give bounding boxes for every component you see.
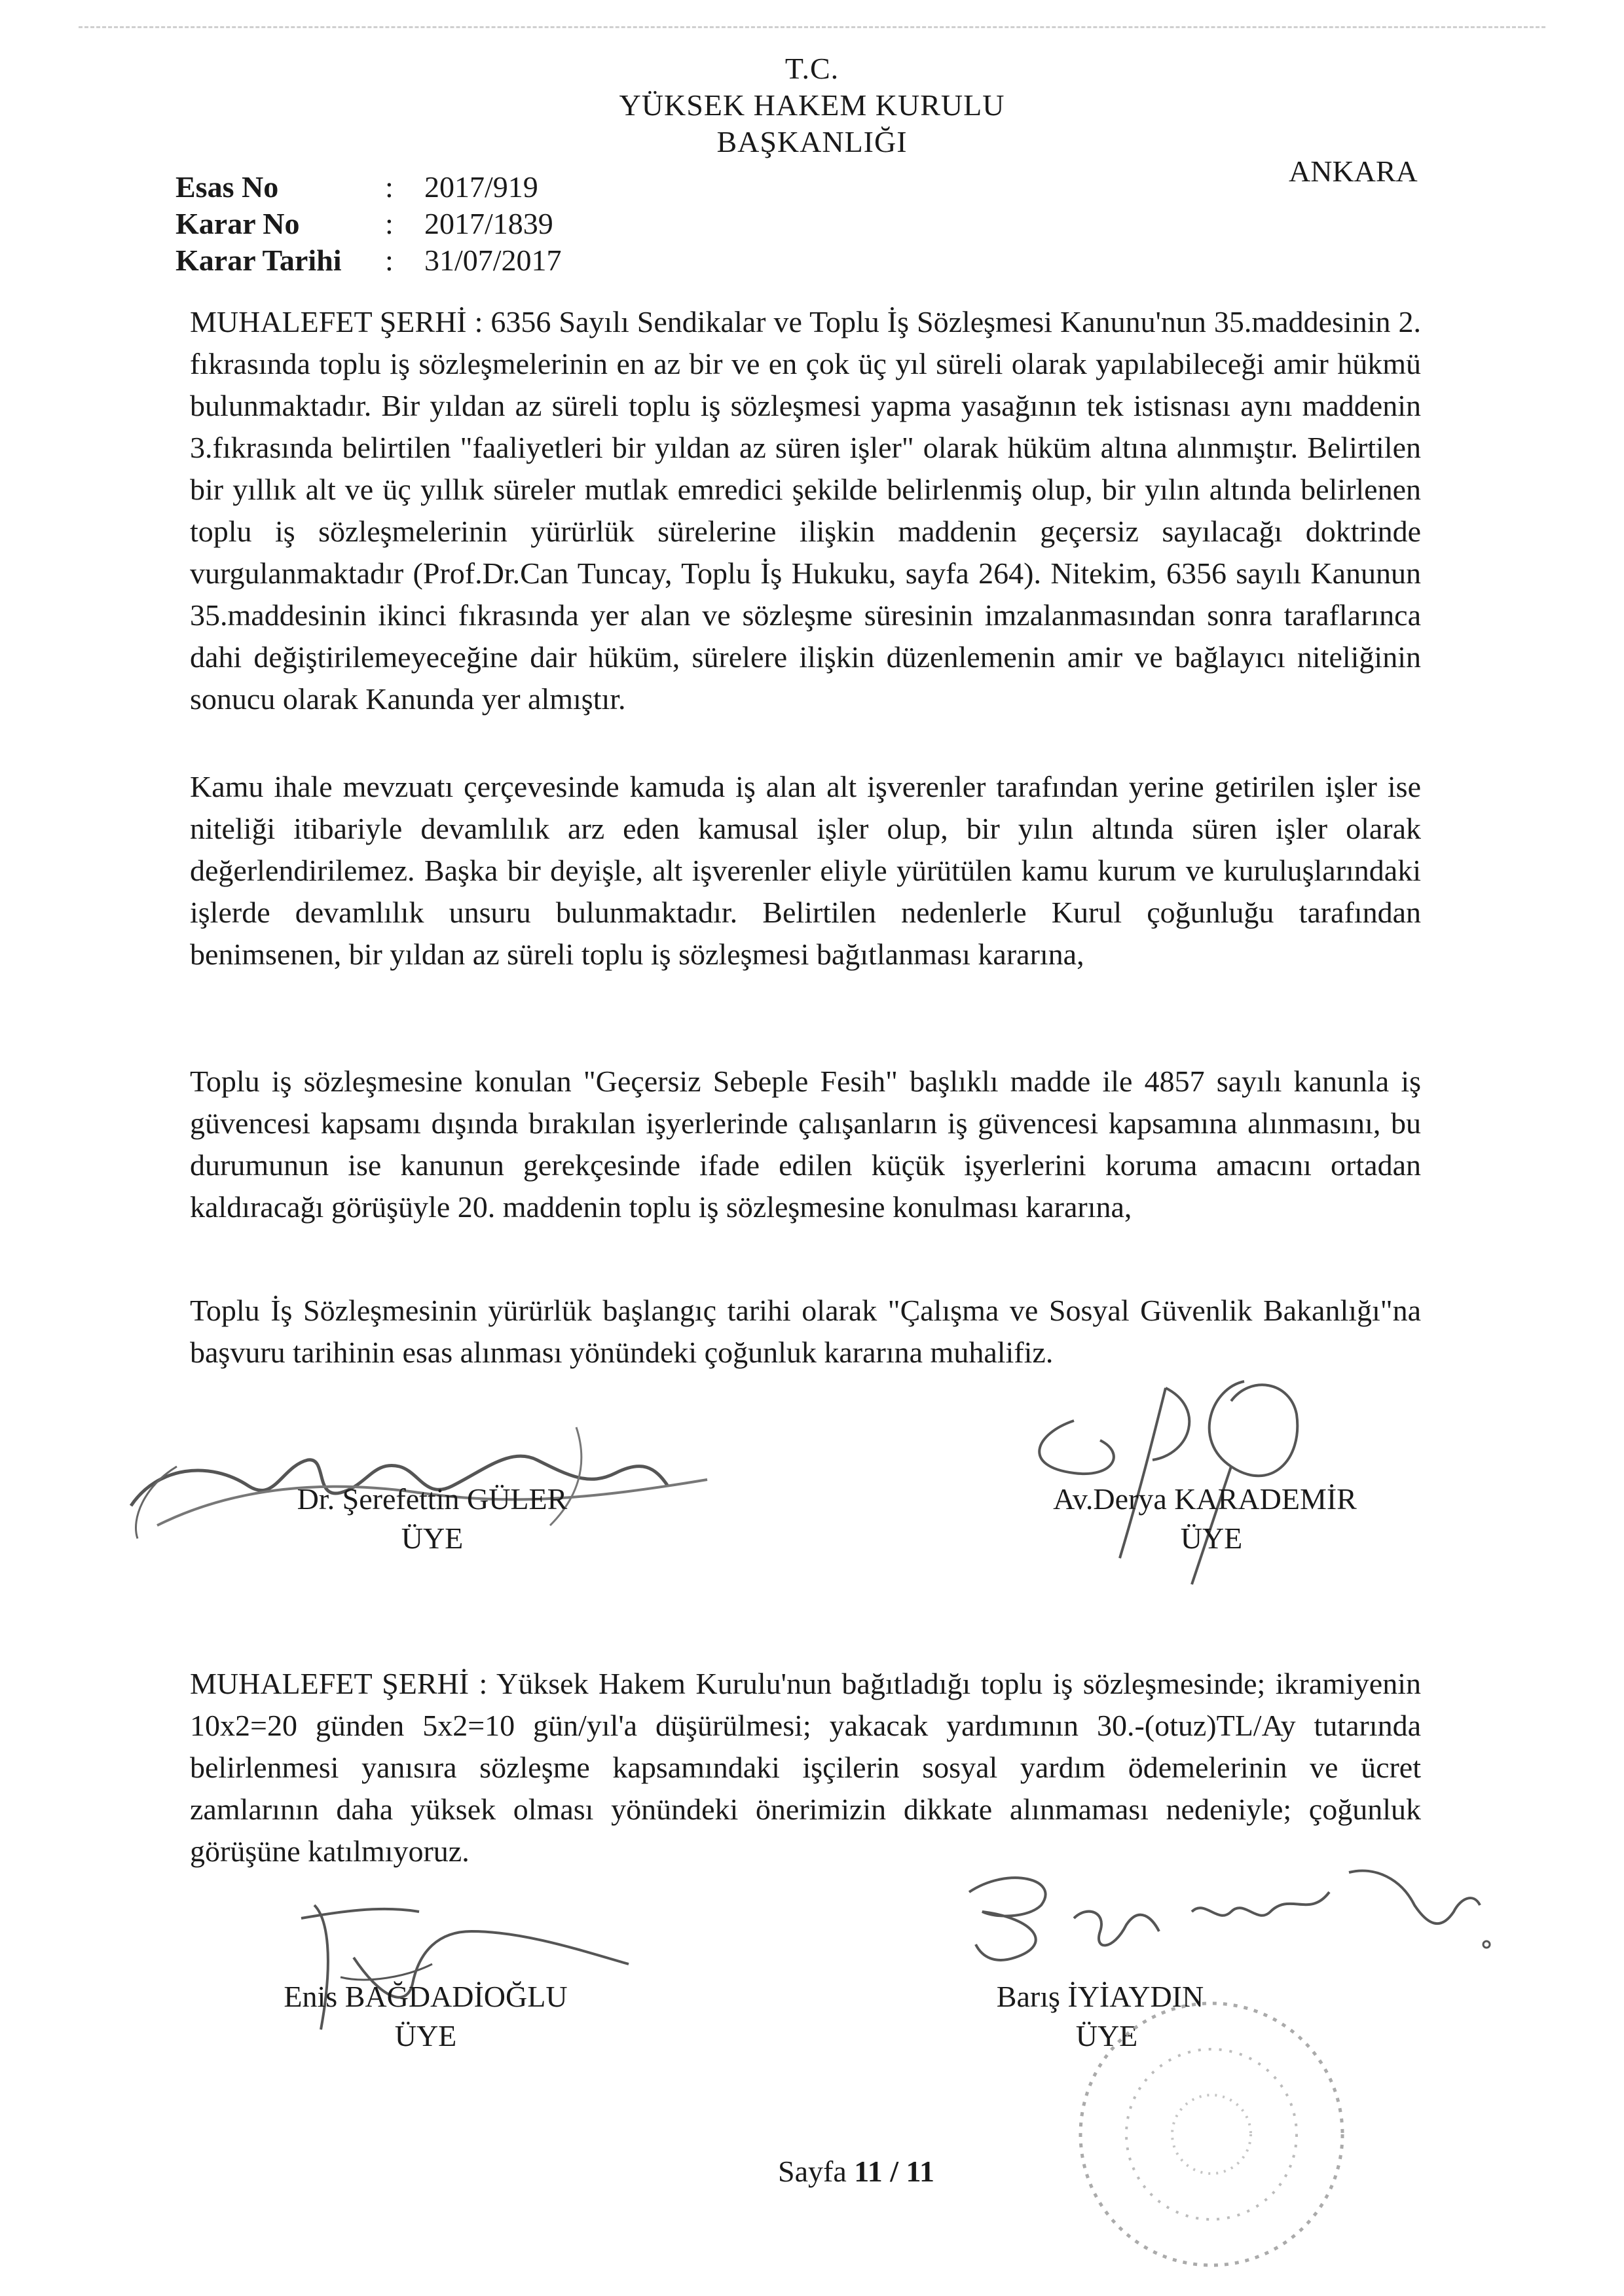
dissent2-signer1-name: Enis BAĞDADİOĞLU	[284, 1980, 568, 2013]
scan-edge-line	[79, 26, 1545, 28]
page-current: 11	[854, 2155, 883, 2188]
dissent1-paragraph2: Kamu ihale mevzuatı çerçevesinde kamuda iş alan alt işverenler tarafından yerine getirilen işler ise niteliği itibariyle devamlılık arz eden kamusal işler olup, bir yılın altında süren işler olarak değerlendirilemez. Başka bir deyişle, alt işverenler eliyle yürütülen kamu kurum ve kuruluşlarındaki işlerde devamlılık unsuru bulunmaktadır. Belirtilen nedenlerle Kurul çoğunluğu tarafından benimsenen, bir yıldan az süreli toplu iş sözleşmesi bağıtlanması kararına,	[190, 770, 1421, 971]
dissent1-signer2-role: ÜYE	[1180, 1522, 1243, 1555]
karar-value: 2017/1839	[424, 207, 553, 240]
dissent2-signer1-role: ÜYE	[394, 2019, 457, 2052]
tarih-value: 31/07/2017	[424, 244, 562, 277]
tarih-row	[175, 242, 562, 279]
esas-label: Esas No	[175, 170, 279, 204]
karar-label: Karar No	[175, 207, 300, 240]
esas-value: 2017/919	[424, 170, 538, 204]
dissent1-signer1-role: ÜYE	[401, 1522, 464, 1555]
tarih-label: Karar Tarihi	[175, 244, 342, 277]
esas-row	[175, 169, 562, 206]
header-institution: YÜKSEK HAKEM KURULU	[619, 88, 1005, 122]
dissent2-signer2-name: Barış İYİAYDIN	[996, 1980, 1204, 2013]
page-total: 11	[906, 2155, 934, 2188]
dissent2-paragraph1: MUHALEFET ŞERHİ : Yüksek Hakem Kurulu'nun bağıtladığı toplu iş sözleşmesinde; ikramiyenin 10x2=20 günden 5x2=10 gün/yıl'a düşürülmesi; yakacak yardımının 30.-(otuz)TL/Ay tutarında belirlenmesi yanısıra sözleşme kapsamındaki işçilerin sosyal yardım ödemelerinin ve ücret zamlarının daha yüksek olması yönündeki önerimizin dikkate alınmaması nedeniyle; çoğunluk görüşüne katılmıyoruz.	[190, 1667, 1421, 1868]
dissent1-paragraph3: Toplu iş sözleşmesine konulan "Geçersiz Sebeple Fesih" başlıklı madde ile 4857 sayılı kanunla iş güvencesi kapsamı dışında bırakılan işyerlerinde çalışanların iş güvencesi kapsamına alınmasını, bu durumunun ise kanunun gerekçesinde ifade edilen küçük işyerlerini koruma amacını ortadan kaldıracağı görüşüyle 20. maddenin toplu iş sözleşmesine konulması kararına,	[190, 1065, 1421, 1224]
page-indicator	[778, 2154, 934, 2189]
official-stamp	[1061, 1990, 1362, 2278]
dissent1-paragraph1: MUHALEFET ŞERHİ : 6356 Sayılı Sendikalar ve Toplu İş Sözleşmesi Kanunu'nun 35.maddesinin 2. fıkrasında toplu iş sözleşmelerinin en az bir ve en çok üç yıl süreli olarak yapılabileceği amir hükmü bulunmaktadır. Bir yıldan az süreli toplu iş sözleşmesi yapma yasağının tek istisnası aynı maddenin 3.fıkrasında belirtilen "faaliyetleri bir yıldan az süren işler" olarak hüküm altına alınmıştır. Belirtilen bir yıllık alt ve üç yıllık süreler mutlak emredici şekilde belirlenmiş olup, bir yılın altında belirlenen toplu iş sözleşmelerinin yürürlük sürelerine ilişkin maddenin geçersiz sayılacağı doktrinde vurgulanmaktadır (Prof.Dr.Can Tuncay, Toplu İş Hukuku, sayfa 264). Nitekim, 6356 sayılı Kanunun 35.maddesinin ikinci fıkrasında yer alan ve sözleşme süresinin imzalanmasından sonra taraflarınca dahi değiştirilemeyeceğine dair hüküm, sürelere ilişkin düzenlemenin amir ve bağlayıcı niteliğinin sonucu olarak Kanunda yer almıştır.	[190, 305, 1421, 716]
city-label: ANKARA	[1289, 155, 1418, 188]
signature-iyiaydin	[956, 1853, 1493, 1971]
colon: :	[385, 207, 394, 240]
header-tc: T.C.	[784, 52, 840, 85]
page-prefix: Sayfa	[778, 2155, 847, 2188]
dissent1-signer2-name: Av.Derya KARADEMİR	[1053, 1482, 1357, 1516]
case-metadata	[175, 169, 562, 279]
page-separator: /	[890, 2155, 898, 2188]
dissent1-signer1-name: Dr. Şerefettin GÜLER	[297, 1482, 568, 1516]
colon: :	[385, 170, 394, 204]
karar-row	[175, 206, 562, 242]
header-presidency: BAŞKANLIĞI	[716, 125, 908, 158]
dissent1-paragraph4: Toplu İş Sözleşmesinin yürürlük başlangıç tarihi olarak "Çalışma ve Sosyal Güvenlik Bakanlığı"na başvuru tarihinin esas alınması yönündeki çoğunluk kararına muhalifiz.	[190, 1294, 1421, 1369]
dissent2-signer2-role: ÜYE	[1075, 2019, 1138, 2052]
colon: :	[385, 244, 394, 277]
